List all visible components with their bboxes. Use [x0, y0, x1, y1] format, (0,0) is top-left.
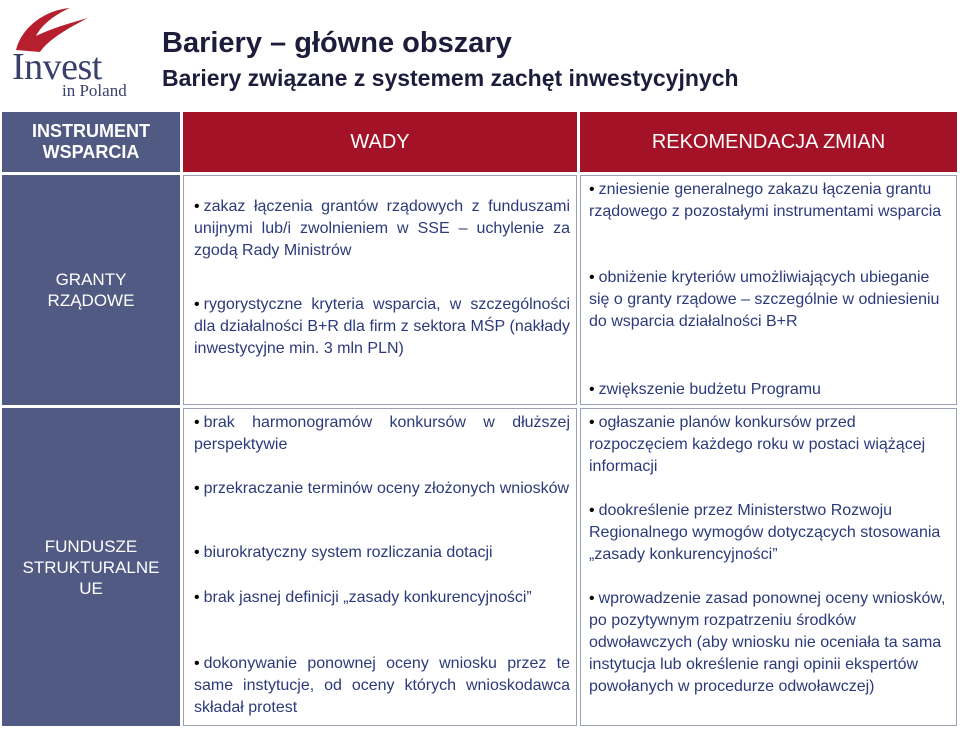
row-label-text: GRANTY RZĄDOWE: [47, 270, 135, 310]
list-item: • ogłaszanie planów konkursów przed rozpoczęciem każdego roku w postaci wiążącej informacji: [589, 414, 926, 475]
list-item: • wprowadzenie zasad ponownej oceny wniosków, po pozytywnym rozpatrzeniu środków odwoławczych (aby wniosku nie oceniała ta sama instytucja lub określenie rangi opinii ekspertów powołanych w procedurze odwoławczej): [589, 590, 946, 695]
row-label-text: FUNDUSZE STRUKTURALNE UE: [22, 536, 160, 598]
list-item: • dokonywanie ponownej oceny wniosku przez te same instytucje, od oceny których wnioskodawca składał protest: [194, 655, 570, 716]
logo-inpoland-text: in Poland: [62, 81, 127, 100]
row-label-granty: [2, 175, 180, 405]
invest-in-poland-logo: [8, 6, 128, 98]
list-item: • biurokratyczny system rozliczania dotacji: [194, 544, 493, 561]
rekomendacja-cell-granty: [580, 175, 957, 405]
list-item: • rygorystyczne kryteria wsparcia, w szczególności dla działalności B+R dla firm z sektora MŚP (nakłady inwestycyjne min. 3 mln PLN): [194, 296, 570, 357]
list-item-text: zwiększenie budżetu Programu: [598, 381, 821, 398]
rekomendacja-cell-fundusze: [580, 408, 957, 726]
list-item-text: brak jasnej definicji „zasady konkurencyjności”: [203, 589, 532, 606]
row-label-fundusze: [2, 408, 180, 726]
header-rekomendacja: [580, 112, 957, 172]
list-item: • obniżenie kryteriów umożliwiających ubieganie się o granty rządowe – szczególnie w odniesieniu do wsparcia działalności B+R: [589, 269, 940, 330]
list-item: • zakaz łączenia grantów rządowych z funduszami unijnymi lub/i zwolnieniem w SSE – uchylenie za zgodą Rady Ministrów: [194, 198, 570, 259]
list-item-text: ogłaszanie planów konkursów przed rozpoczęciem każdego roku w postaci wiążącej informacji: [589, 414, 926, 475]
list-item-text: zakaz łączenia grantów rządowych z funduszami unijnymi lub/i zwolnieniem w SSE – uchylenie za zgodą Rady Ministrów: [194, 198, 570, 259]
list-item-text: wprowadzenie zasad ponownej oceny wniosków, po pozytywnym rozpatrzeniu środków odwoławczych (aby wniosku nie oceniała ta sama instytucja lub określenie rangi opinii ekspertów powołanych w procedurze odwoławczej): [589, 590, 946, 695]
list-item: • brak jasnej definicji „zasady konkurencyjności”: [194, 589, 532, 606]
page-subtitle: Bariery związane z systemem zachęt inwestycyjnych: [162, 65, 739, 91]
list-item-text: rygorystyczne kryteria wsparcia, w szczególności dla działalności B+R dla firm z sektora MŚP (nakłady inwestycyjne min. 3 mln PLN): [194, 296, 570, 357]
list-item-text: dokonywanie ponownej oceny wniosku przez te same instytucje, od oceny których wnioskodawca składał protest: [194, 655, 570, 716]
page-title: Bariery – główne obszary: [162, 27, 512, 59]
wady-cell-granty: [183, 175, 577, 405]
list-item-text: biurokratyczny system rozliczania dotacji: [203, 544, 493, 561]
list-item: • zniesienie generalnego zakazu łączenia grantu rządowego z pozostałymi instrumentami wsparcia: [589, 181, 942, 220]
list-item-text: przekraczanie terminów oceny złożonych wniosków: [203, 480, 570, 497]
header-instrument-label: INSTRUMENT WSPARCIA: [32, 121, 150, 162]
header-wady: [183, 112, 577, 172]
list-item: • dookreślenie przez Ministerstwo Rozwoju Regionalnego wymogów dotyczących stosowania „zasady konkurencyjności”: [589, 502, 941, 563]
list-item: • przekraczanie terminów oceny złożonych wniosków: [194, 480, 570, 497]
list-item-text: dookreślenie przez Ministerstwo Rozwoju Regionalnego wymogów dotyczących stosowania „zasady konkurencyjności”: [589, 502, 941, 563]
list-item-text: zniesienie generalnego zakazu łączenia grantu rządowego z pozostałymi instrumentami wsparcia: [589, 181, 942, 220]
list-item: • zwiększenie budżetu Programu: [589, 381, 821, 398]
header-rekomendacja-label: REKOMENDACJA ZMIAN: [651, 131, 886, 153]
list-item-text: obniżenie kryteriów umożliwiających ubieganie się o granty rządowe – szczególnie w odniesieniu do wsparcia działalności B+R: [589, 269, 940, 330]
logo-invest-text: Invest: [12, 46, 102, 88]
header-wady-label: WADY: [350, 131, 410, 153]
header-instrument: [2, 112, 180, 172]
wady-cell-fundusze: [183, 408, 577, 726]
list-item-text: brak harmonogramów konkursów w dłuższej perspektywie: [194, 414, 570, 453]
list-item: • brak harmonogramów konkursów w dłuższej perspektywie: [194, 414, 570, 453]
